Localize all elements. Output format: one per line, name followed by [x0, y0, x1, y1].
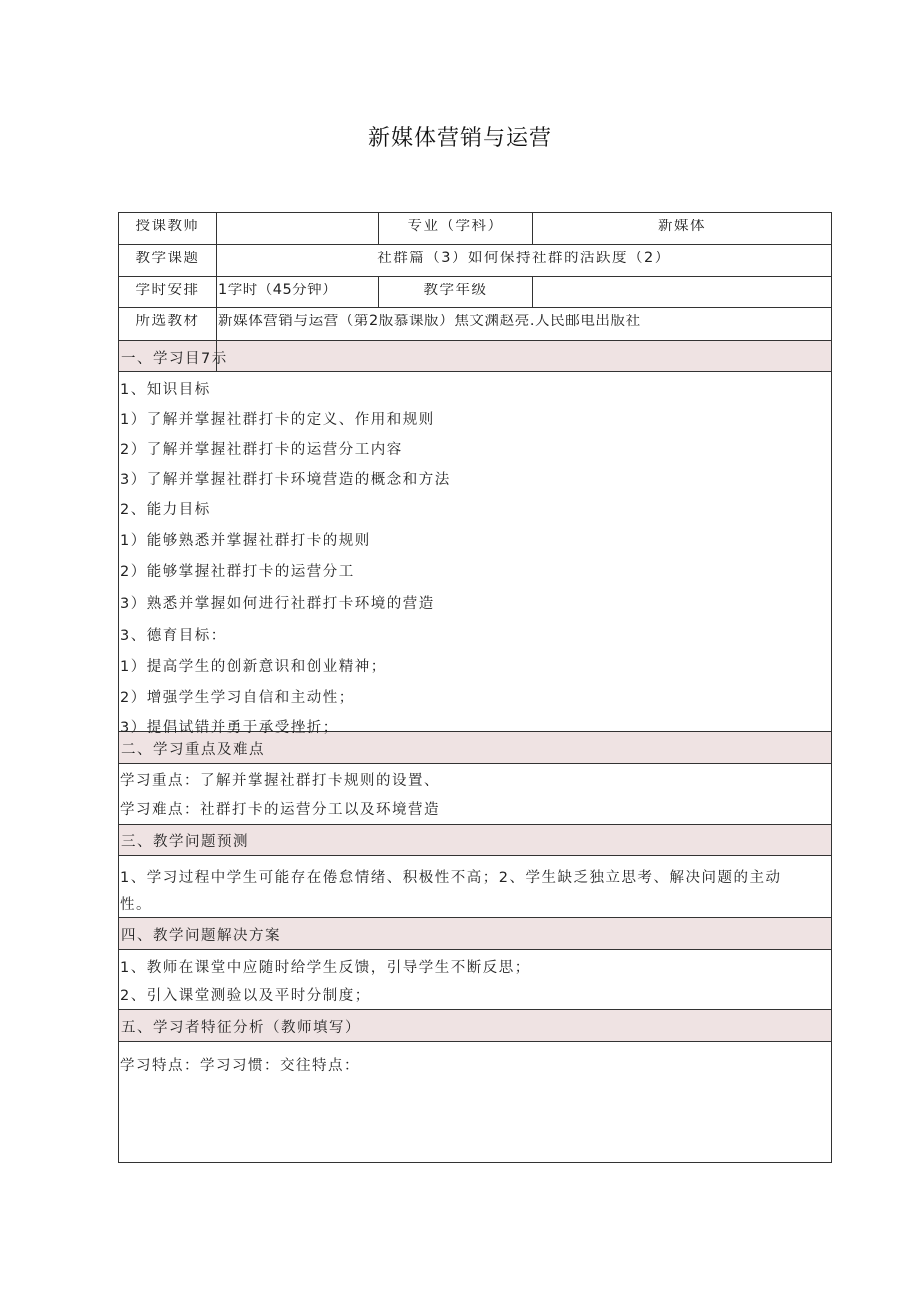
key-point-line: 学习重点：了解并掌握社群打卡规则的设置、	[120, 773, 440, 789]
textbook-value: 新媒体营销与运营（第2版慕课版）焦文渊赵亮.人民邮电出版社	[218, 314, 641, 329]
solution-line: 1、教师在课堂中应随时给学生反馈，引导学生不断反思；	[120, 960, 531, 976]
row-divider	[119, 1041, 831, 1042]
objective-line: 2）了解并掌握社群打卡的运营分工内容	[120, 442, 403, 458]
teacher-label: 授课教师	[135, 219, 200, 234]
key-point-line: 学习难点：社群打卡的运营分工以及环境营造	[120, 802, 440, 818]
topic-label: 教学课题	[135, 251, 200, 266]
major-label: 专业（学科）	[407, 219, 504, 234]
grade-label: 教学年级	[423, 283, 488, 298]
objective-line: 2、能力目标	[120, 502, 211, 518]
objective-line: 3）了解并掌握社群打卡环境营造的概念和方法	[120, 472, 451, 488]
objective-line: 3、德育目标：	[120, 628, 227, 644]
column-divider	[532, 276, 533, 307]
objective-line: 1）了解并掌握社群打卡的定义、作用和规则	[120, 412, 435, 428]
row-divider	[119, 244, 831, 245]
section-heading-objectives: 一、学习目7示	[121, 351, 228, 367]
row-divider	[119, 307, 831, 308]
lesson-plan-table	[118, 212, 832, 1163]
row-divider	[119, 763, 831, 764]
row-divider	[119, 917, 831, 918]
solution-line: 2、引入课堂测验以及平时分制度；	[120, 988, 371, 1004]
objective-line: 2）能够掌握社群打卡的运营分工	[120, 564, 355, 580]
hours-value: 1学时（45分钟）	[218, 283, 338, 298]
row-divider	[119, 855, 831, 856]
section-heading-solutions: 四、教学问题解决方案	[121, 928, 281, 944]
section-heading-learner-analysis: 五、学习者特征分析（教师填写）	[121, 1020, 361, 1036]
objective-line: 1）能够熟悉并掌握社群打卡的规则	[120, 533, 371, 549]
hours-label: 学时安排	[135, 283, 200, 298]
objective-line: 1、知识目标	[120, 382, 211, 398]
row-divider	[119, 1009, 831, 1010]
prediction-line: 性。	[120, 897, 152, 913]
objective-line: 3）提倡试错并勇于承受挫折；	[120, 720, 339, 736]
topic-value: 社群篇（3）如何保持社群的活跃度（2）	[377, 251, 671, 266]
row-divider	[119, 340, 831, 341]
row-divider	[119, 949, 831, 950]
row-divider	[119, 276, 831, 277]
row-divider	[119, 824, 831, 825]
document-title: 新媒体营销与运营	[367, 126, 552, 151]
learner-analysis-line: 学习特点：学习习惯：交往特点：	[120, 1058, 360, 1074]
objective-line: 2）增强学生学习自信和主动性；	[120, 690, 355, 706]
row-divider	[119, 371, 831, 372]
textbook-label: 所选教材	[135, 314, 200, 329]
section-heading-key-points: 二、学习重点及难点	[121, 742, 265, 758]
section-heading-problem-prediction: 三、教学问题预测	[121, 834, 249, 850]
major-value: 新媒体	[658, 219, 706, 234]
objective-line: 1）提高学生的创新意识和创业精神；	[120, 659, 387, 675]
objective-line: 3）熟悉并掌握如何进行社群打卡环境的营造	[120, 596, 435, 612]
prediction-line: 1、学习过程中学生可能存在倦怠情绪、积极性不高；2、学生缺乏独立思考、解决问题的主动	[120, 870, 782, 886]
column-divider	[216, 213, 217, 340]
